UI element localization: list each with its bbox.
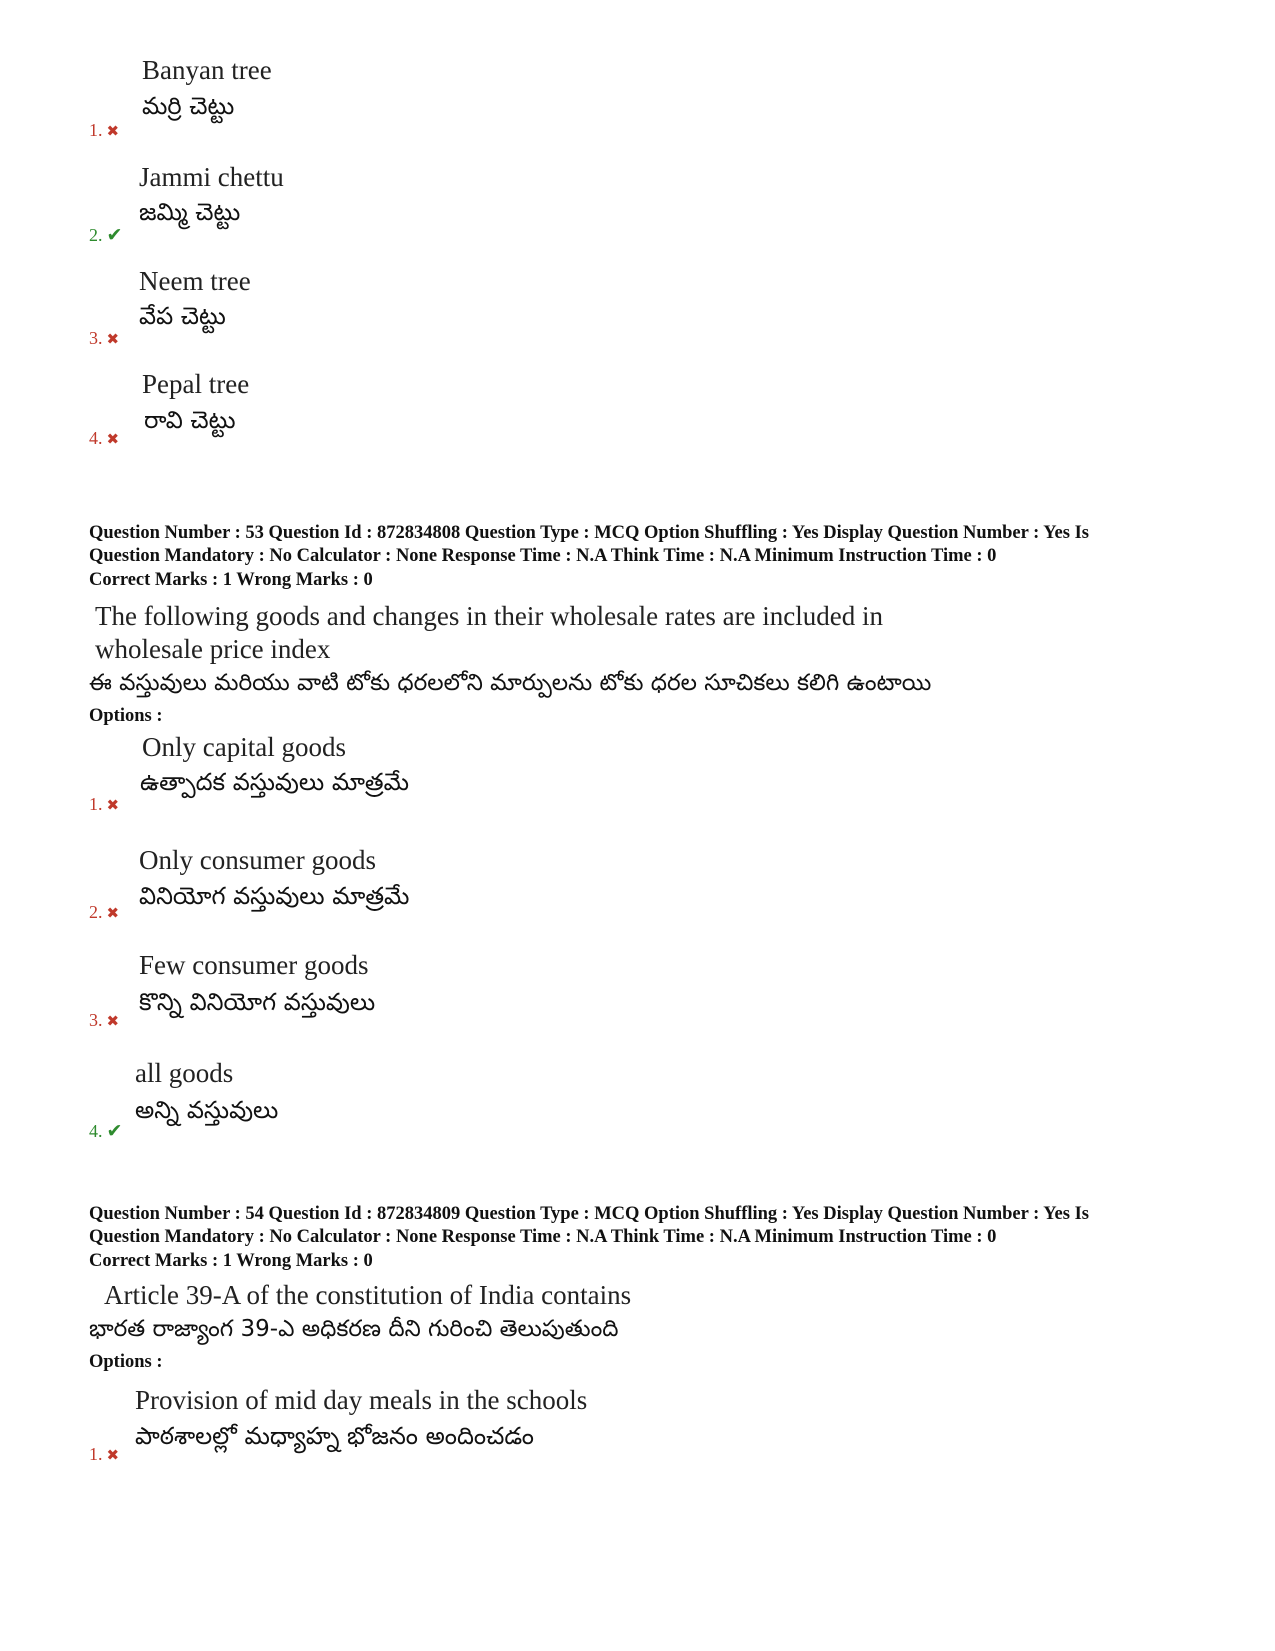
option-marker — [89, 120, 119, 141]
question-54-text-en: Article 39-A of the constitution of India contains — [104, 1280, 632, 1310]
meta-line-1: Question Number : 54 Question Id : 872834809 Question Type : MCQ Option Shuffling : Yes Display Question Number : Yes Is — [89, 1204, 1089, 1224]
option-text-en: Only capital goods — [142, 732, 346, 762]
option-text-te: మర్రి చెట్టు — [142, 92, 235, 120]
option-text-en: Few consumer goods — [139, 950, 369, 980]
option-number: 2. — [89, 902, 103, 922]
option-text-te: కొన్ని వినియోగ వస్తువులు — [139, 988, 376, 1016]
cross-icon: ✖ — [106, 904, 120, 922]
option-number: 3. — [89, 1010, 103, 1030]
option-marker — [89, 224, 122, 246]
option-marker — [89, 1010, 119, 1031]
option-marker — [89, 902, 119, 923]
option-text-te: వినియోగ వస్తువులు మాత్రమే — [139, 882, 410, 910]
option-marker — [89, 1444, 119, 1465]
option-number: 1. — [89, 1444, 103, 1464]
option-text-en: Pepal tree — [142, 369, 250, 399]
option-number: 1. — [89, 120, 103, 140]
question-text-line-1: The following goods and changes in their wholesale rates are included in — [95, 601, 884, 631]
question-53-options-label: Options : — [89, 706, 163, 726]
question-53-meta — [89, 522, 1199, 568]
option-marker — [89, 428, 119, 449]
cross-icon: ✖ — [106, 430, 120, 448]
cross-icon: ✖ — [106, 1446, 120, 1464]
option-text-te: ఉత్పాదక వస్తువులు మాత్రమే — [140, 768, 409, 796]
meta-line-2: Question Mandatory : No Calculator : None Response Time : N.A Think Time : N.A Minimum Instruction Time : 0 — [89, 1227, 997, 1247]
option-text-te: జమ్మి చెట్టు — [139, 198, 241, 226]
cross-icon: ✖ — [106, 330, 120, 348]
question-54-options-label: Options : — [89, 1352, 163, 1372]
option-text-te: పాఠశాలల్లో మధ్యాహ్న భోజనం అందించడం — [135, 1422, 534, 1450]
question-54-text-te: భారత రాజ్యాంగ 39-ఎ అధికరణ దీని గురించి తెలుపుతుంది — [89, 1316, 619, 1342]
check-icon: ✔ — [106, 224, 123, 246]
question-text-line-2: wholesale price index — [95, 634, 331, 664]
option-text-te: వేప చెట్టు — [139, 302, 226, 330]
option-marker — [89, 1120, 122, 1142]
option-text-en: Provision of mid day meals in the schools — [135, 1385, 588, 1415]
question-53-text-te: ఈ వస్తువులు మరియు వాటి టోకు ధరలలోని మార్పులను టోకు ధరల సూచికలు కలిగి ఉంటాయి — [89, 670, 932, 696]
meta-line-1: Question Number : 53 Question Id : 872834808 Question Type : MCQ Option Shuffling : Yes Display Question Number : Yes Is — [89, 523, 1089, 543]
option-text-te: రావి చెట్టు — [144, 406, 236, 434]
option-text-en: Neem tree — [139, 266, 251, 296]
option-number: 3. — [89, 328, 103, 348]
option-text-te: అన్ని వస్తువులు — [135, 1096, 279, 1124]
question-53-marks: Correct Marks : 1 Wrong Marks : 0 — [89, 570, 373, 590]
question-54-marks: Correct Marks : 1 Wrong Marks : 0 — [89, 1251, 373, 1271]
check-icon: ✔ — [106, 1120, 123, 1142]
option-text-en: Jammi chettu — [139, 162, 284, 192]
option-number: 4. — [89, 428, 103, 448]
option-marker — [89, 328, 119, 349]
question-54-meta — [89, 1203, 1199, 1249]
cross-icon: ✖ — [106, 1012, 120, 1030]
meta-line-2: Question Mandatory : No Calculator : None Response Time : N.A Think Time : N.A Minimum Instruction Time : 0 — [89, 546, 997, 566]
cross-icon: ✖ — [106, 122, 120, 140]
question-53-text-en — [95, 600, 883, 666]
cross-icon: ✖ — [106, 796, 120, 814]
option-number: 4. — [89, 1121, 103, 1141]
option-number: 1. — [89, 794, 103, 814]
option-text-en: Only consumer goods — [139, 845, 376, 875]
option-text-en: Banyan tree — [142, 55, 272, 85]
option-text-en: all goods — [135, 1058, 234, 1088]
option-marker — [89, 794, 119, 815]
option-number: 2. — [89, 225, 103, 245]
